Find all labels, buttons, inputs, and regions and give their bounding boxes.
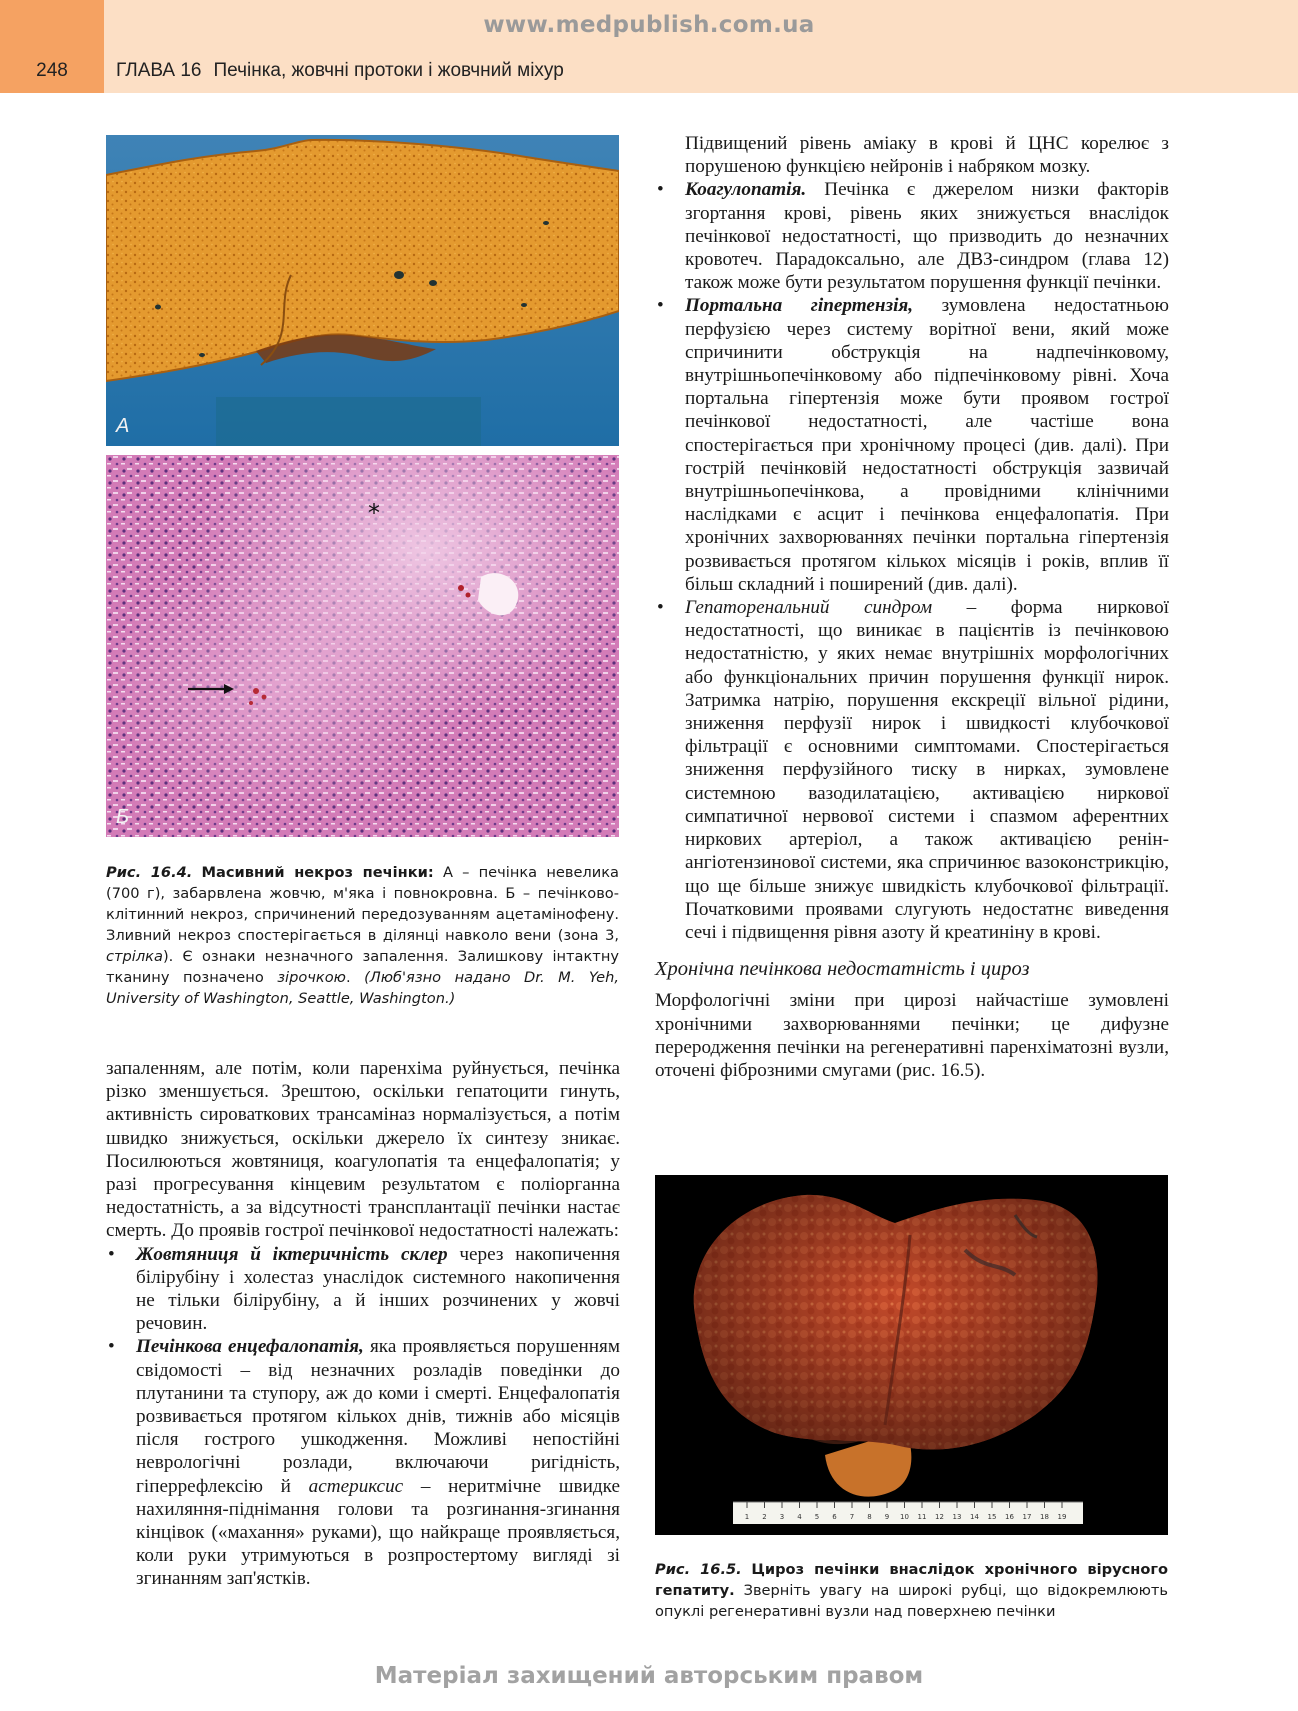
- ruler-number: 8: [867, 1513, 872, 1521]
- caption-title: Масивний некроз печінки:: [201, 864, 434, 881]
- right-paragraph-top: Підвищений рівень аміаку в крові й ЦНС корелює з порушеною функцією нейронів і набряком мозку.: [685, 133, 1169, 178]
- ruler-number: 10: [900, 1513, 909, 1521]
- bullet-jaundice: [106, 1243, 620, 1336]
- chapter-title: Печінка, жовчні протоки і жовчний міхур: [213, 60, 564, 81]
- ruler-number: 11: [917, 1513, 927, 1521]
- ruler-number: 19: [1057, 1513, 1067, 1521]
- page-number: 248: [36, 60, 68, 81]
- bullet-text-2: – неритмічне швидке нахиляння-піднімання голови та розгинання-згинання кінцівок («махання» руками), що найкраще проявляється, коли руки утримуються в розпростертому вигляді зі згинанням зап'ястків.: [136, 1475, 620, 1590]
- caption-italic-asterisk: зірочкою: [277, 969, 346, 986]
- running-head: [116, 60, 564, 82]
- ruler-number: 1: [744, 1513, 750, 1521]
- section-heading: Хронічна печінкова недостатність і цироз: [655, 958, 1030, 981]
- caption-label: Рис. 16.5.: [655, 1561, 742, 1578]
- left-bullet-list: [106, 1243, 620, 1591]
- ruler-number: 7: [849, 1513, 855, 1521]
- bullet-term: Жовтяниця й іктеричність склер: [136, 1243, 448, 1265]
- caption-text-3: .: [345, 969, 365, 986]
- bullet-term: Коагулопатія.: [685, 179, 807, 201]
- caption-label: Рис. 16.4.: [106, 864, 193, 881]
- bullet-text: – форма ниркової недостатності, що виникає в пацієнтів із печінковою недостатністю, у яких немає внутрішніх морфологічних або функціональних причин порушення функції нирок. Затримка натрію, порушення екскреції вільної рідини, зниження перфузії нирок і швидкості клубочкової фільтрації є основними симптомами. Спостерігається зниження перфузійного тиску в нирках, зумовлене системною вазодилатацією, активацією ниркової симпатичної нервової системи і спазмом аферентних ниркових артеріол, а також активацією ренін-ангіотензинової системи, яка спричинює вазоконстрикцію, що ще більше знижує швидкість клубочкової фільтрації. Початковими проявами слугують недостатнє виведення сечі і підвищення рівня азоту й креатиніну в крові.: [685, 597, 1169, 943]
- ruler-number: 12: [935, 1513, 944, 1521]
- figure-16-5-caption: [655, 1559, 1168, 1622]
- chapter-label: ГЛАВА 16: [116, 60, 202, 81]
- bullet-hepatorenal: [655, 596, 1169, 944]
- ruler-number: 13: [952, 1513, 962, 1521]
- figure-16-5-photo: [655, 1175, 1168, 1535]
- ruler-number: 3: [779, 1513, 785, 1521]
- ruler-number: 18: [1040, 1513, 1049, 1521]
- left-paragraph: запаленням, але потім, коли паренхіма руйнується, печінка різко зменшується. Зрештою, оскільки гепатоцити гинуть, активність сироваткових трансаміназ нормалізується, а потім швидко знижується, оскільки джерело їх синтезу зникає. Посилюються жовтяниця, коагулопатія та енцефалопатія; у разі прогресування кінцевим результатом є поліорганна недостатність, а за відсутності трансплантації печінки настає смерть. До проявів гострої печінкової недостатності належать:: [106, 1058, 620, 1242]
- bullet-portal-hypertension: [655, 294, 1169, 596]
- liver-gross-photo: [106, 135, 619, 446]
- ruler-number: 14: [970, 1513, 979, 1521]
- bullet-term: Печінкова енцефалопатія,: [136, 1336, 364, 1358]
- watermark-url: www.medpublish.com.ua: [483, 12, 815, 38]
- panel-a-label: А: [116, 415, 130, 437]
- ruler-number: 17: [1022, 1513, 1032, 1521]
- bullet-encephalopathy: [106, 1335, 620, 1590]
- ruler-number: 16: [1005, 1513, 1014, 1521]
- ruler-number: 6: [832, 1513, 837, 1521]
- cirrhotic-liver-photo: [655, 1175, 1168, 1535]
- bullet-text: через накопичення білірубіну і холестаз унаслідок системного накопичення не тільки білірубіну, а й інших розчинених у жовчі речовин.: [136, 1243, 620, 1335]
- left-column-text: [106, 1057, 620, 1591]
- ruler-number: 4: [797, 1513, 802, 1521]
- histology-photo: [106, 455, 619, 837]
- ruler-number: 2: [762, 1513, 767, 1521]
- figure-16-4-panel-b: [106, 455, 619, 837]
- caption-italic-arrow: стрілка: [106, 948, 163, 965]
- ruler-number: 9: [884, 1513, 890, 1521]
- section-paragraph: Морфологічні зміни при цирозі найчастіше зумовлені хронічними захворюваннями печінки; це дифузне переродження печінки на регенеративні паренхіматозні вузли, оточені фіброзними смугами (рис. 16.5).: [655, 990, 1169, 1081]
- bullet-term: Портальна гіпертензія,: [685, 295, 914, 317]
- caption-title: Цироз печінки внаслідок хронічного вірусного гепатиту.: [655, 1561, 1169, 1599]
- figure-16-4-caption: [106, 862, 619, 1009]
- right-column-text: [655, 132, 1169, 1082]
- ruler-number: 15: [987, 1513, 997, 1521]
- bullet-text: яка проявляється порушенням свідомості – від незначних розладів поведінки до плутанини та ступору, аж до коми і смерті. Енцефалопатія розвивається протягом кількох днів, тижнів або місяців після гострого ушкодження. Можливі непостійні неврологічні розлади, включаючи ригідність, гіперрефлексію й: [136, 1336, 620, 1497]
- figure-16-4-panel-a: [106, 135, 619, 446]
- caption-text: А – печінка невелика (700 г), забарвлена жовчю, м'яка і повнокровна. Б – печінково-клітинний некроз, спричинений передозуванням ацетамінофену. Зливний некроз спостерігається в ділянці навколо вени (зона 3,: [106, 864, 619, 944]
- svg-text:*: *: [368, 499, 380, 527]
- bullet-text: Печінка є джерелом низки факторів згортання крові, рівень яких знижується внаслідок печінкової недостатності, що призводить до незначних кровотеч. Парадоксально, але ДВЗ-синдром (глава 12) також може бути результатом порушення функції печінки.: [685, 179, 1169, 294]
- bullet-term: Гепаторенальний синдром: [685, 597, 933, 619]
- copyright-watermark: Матеріал захищений авторським правом: [374, 1663, 924, 1689]
- right-bullet-list: [655, 178, 1169, 944]
- caption-text: Зверніть увагу на широкі рубці, що відокремлюють опуклі регенеративні вузли над поверхнею печінки: [655, 1582, 1168, 1620]
- caption-text-2: ). Є ознаки незначного запалення. Залишкову інтактну тканину позначено: [106, 948, 619, 986]
- ruler-number: 5: [814, 1513, 820, 1521]
- caption-credit: (Люб'язно надано Dr. M. Yeh, University of Washington, Seattle, Washington.): [106, 969, 620, 1007]
- bullet-coagulopathy: [655, 178, 1169, 294]
- panel-b-label: Б: [116, 806, 130, 828]
- bullet-text: зумовлена недостатньою перфузією через систему ворітної вени, який може спричинити обструкція на надпечінковому, внутрішньопечінковому або підпечінковому рівні. Хоча портальна гіпертензія може бути проявом гострої печінкової недостатності, але частіше вона спостерігається при хронічному процесі (див. далі). При гострій печінковій недостатності обструкція зазвичай внутрішньопечінкова, а провідними клінічними наслідками є асцит і печінкова енцефалопатія. При хронічних захворюваннях печінки портальна гіпертензія розвивається протягом кількох місяців і років, вплив її більш складний і поширений (див. далі).: [685, 295, 1169, 595]
- bullet-inline-term: астериксис: [308, 1475, 404, 1497]
